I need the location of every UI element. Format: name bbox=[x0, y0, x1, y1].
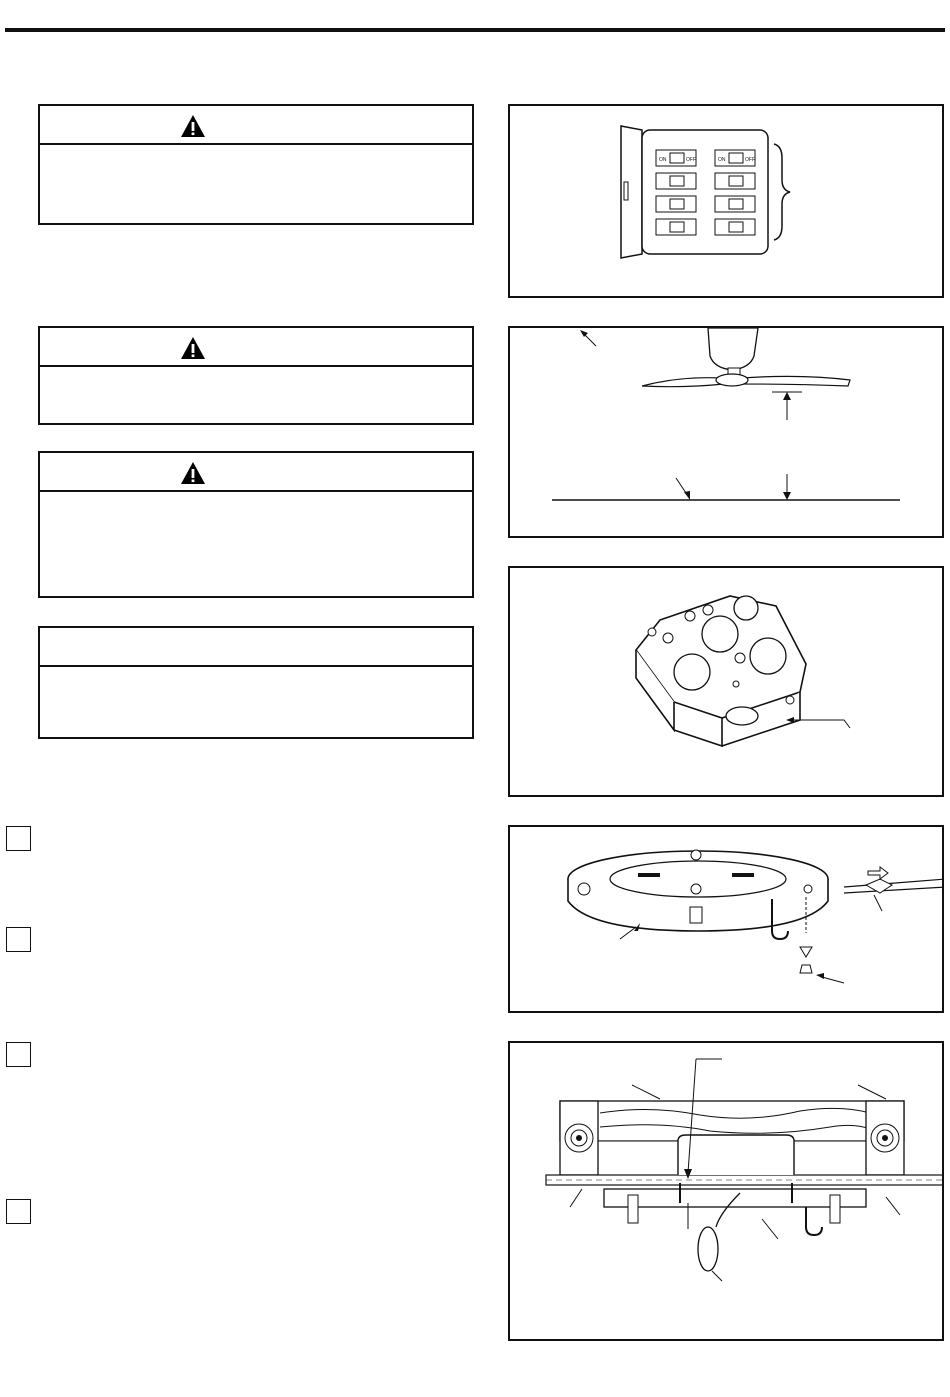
breaker-off-label: OFF bbox=[686, 157, 696, 163]
fan-clearance-illustration bbox=[510, 328, 944, 538]
step-2-box bbox=[6, 927, 31, 952]
step-3-box bbox=[6, 1042, 31, 1067]
figure-circuit-breaker-panel bbox=[508, 104, 944, 298]
breaker-panel-illustration bbox=[510, 106, 944, 298]
warning-header bbox=[40, 453, 472, 492]
top-rule bbox=[5, 28, 945, 32]
breaker-on-label: ON bbox=[659, 157, 667, 163]
outlet-box-illustration bbox=[510, 568, 944, 797]
warning-triangle-icon bbox=[180, 114, 206, 138]
warning-triangle-icon bbox=[180, 336, 206, 360]
step-4-box bbox=[6, 1199, 31, 1224]
notice-header bbox=[40, 628, 472, 667]
figure-ceiling-joist-installation bbox=[508, 1041, 944, 1341]
mounting-plate-illustration bbox=[510, 827, 944, 1013]
warning-triangle-icon bbox=[180, 461, 206, 485]
warning-header bbox=[40, 106, 472, 145]
notice-box bbox=[38, 626, 474, 739]
joist-installation-illustration bbox=[510, 1043, 944, 1341]
figure-mounting-plate-assembly bbox=[508, 825, 944, 1013]
warning-box-3 bbox=[38, 451, 474, 598]
step-1-box bbox=[6, 826, 31, 851]
breaker-off-label: OFF bbox=[745, 157, 755, 163]
warning-box-1 bbox=[38, 104, 474, 225]
breaker-on-label: ON bbox=[718, 157, 726, 163]
warning-box-2 bbox=[38, 326, 474, 425]
figure-octagonal-outlet-box bbox=[508, 566, 944, 797]
figure-fan-height-clearance bbox=[508, 326, 944, 538]
warning-header bbox=[40, 328, 472, 367]
